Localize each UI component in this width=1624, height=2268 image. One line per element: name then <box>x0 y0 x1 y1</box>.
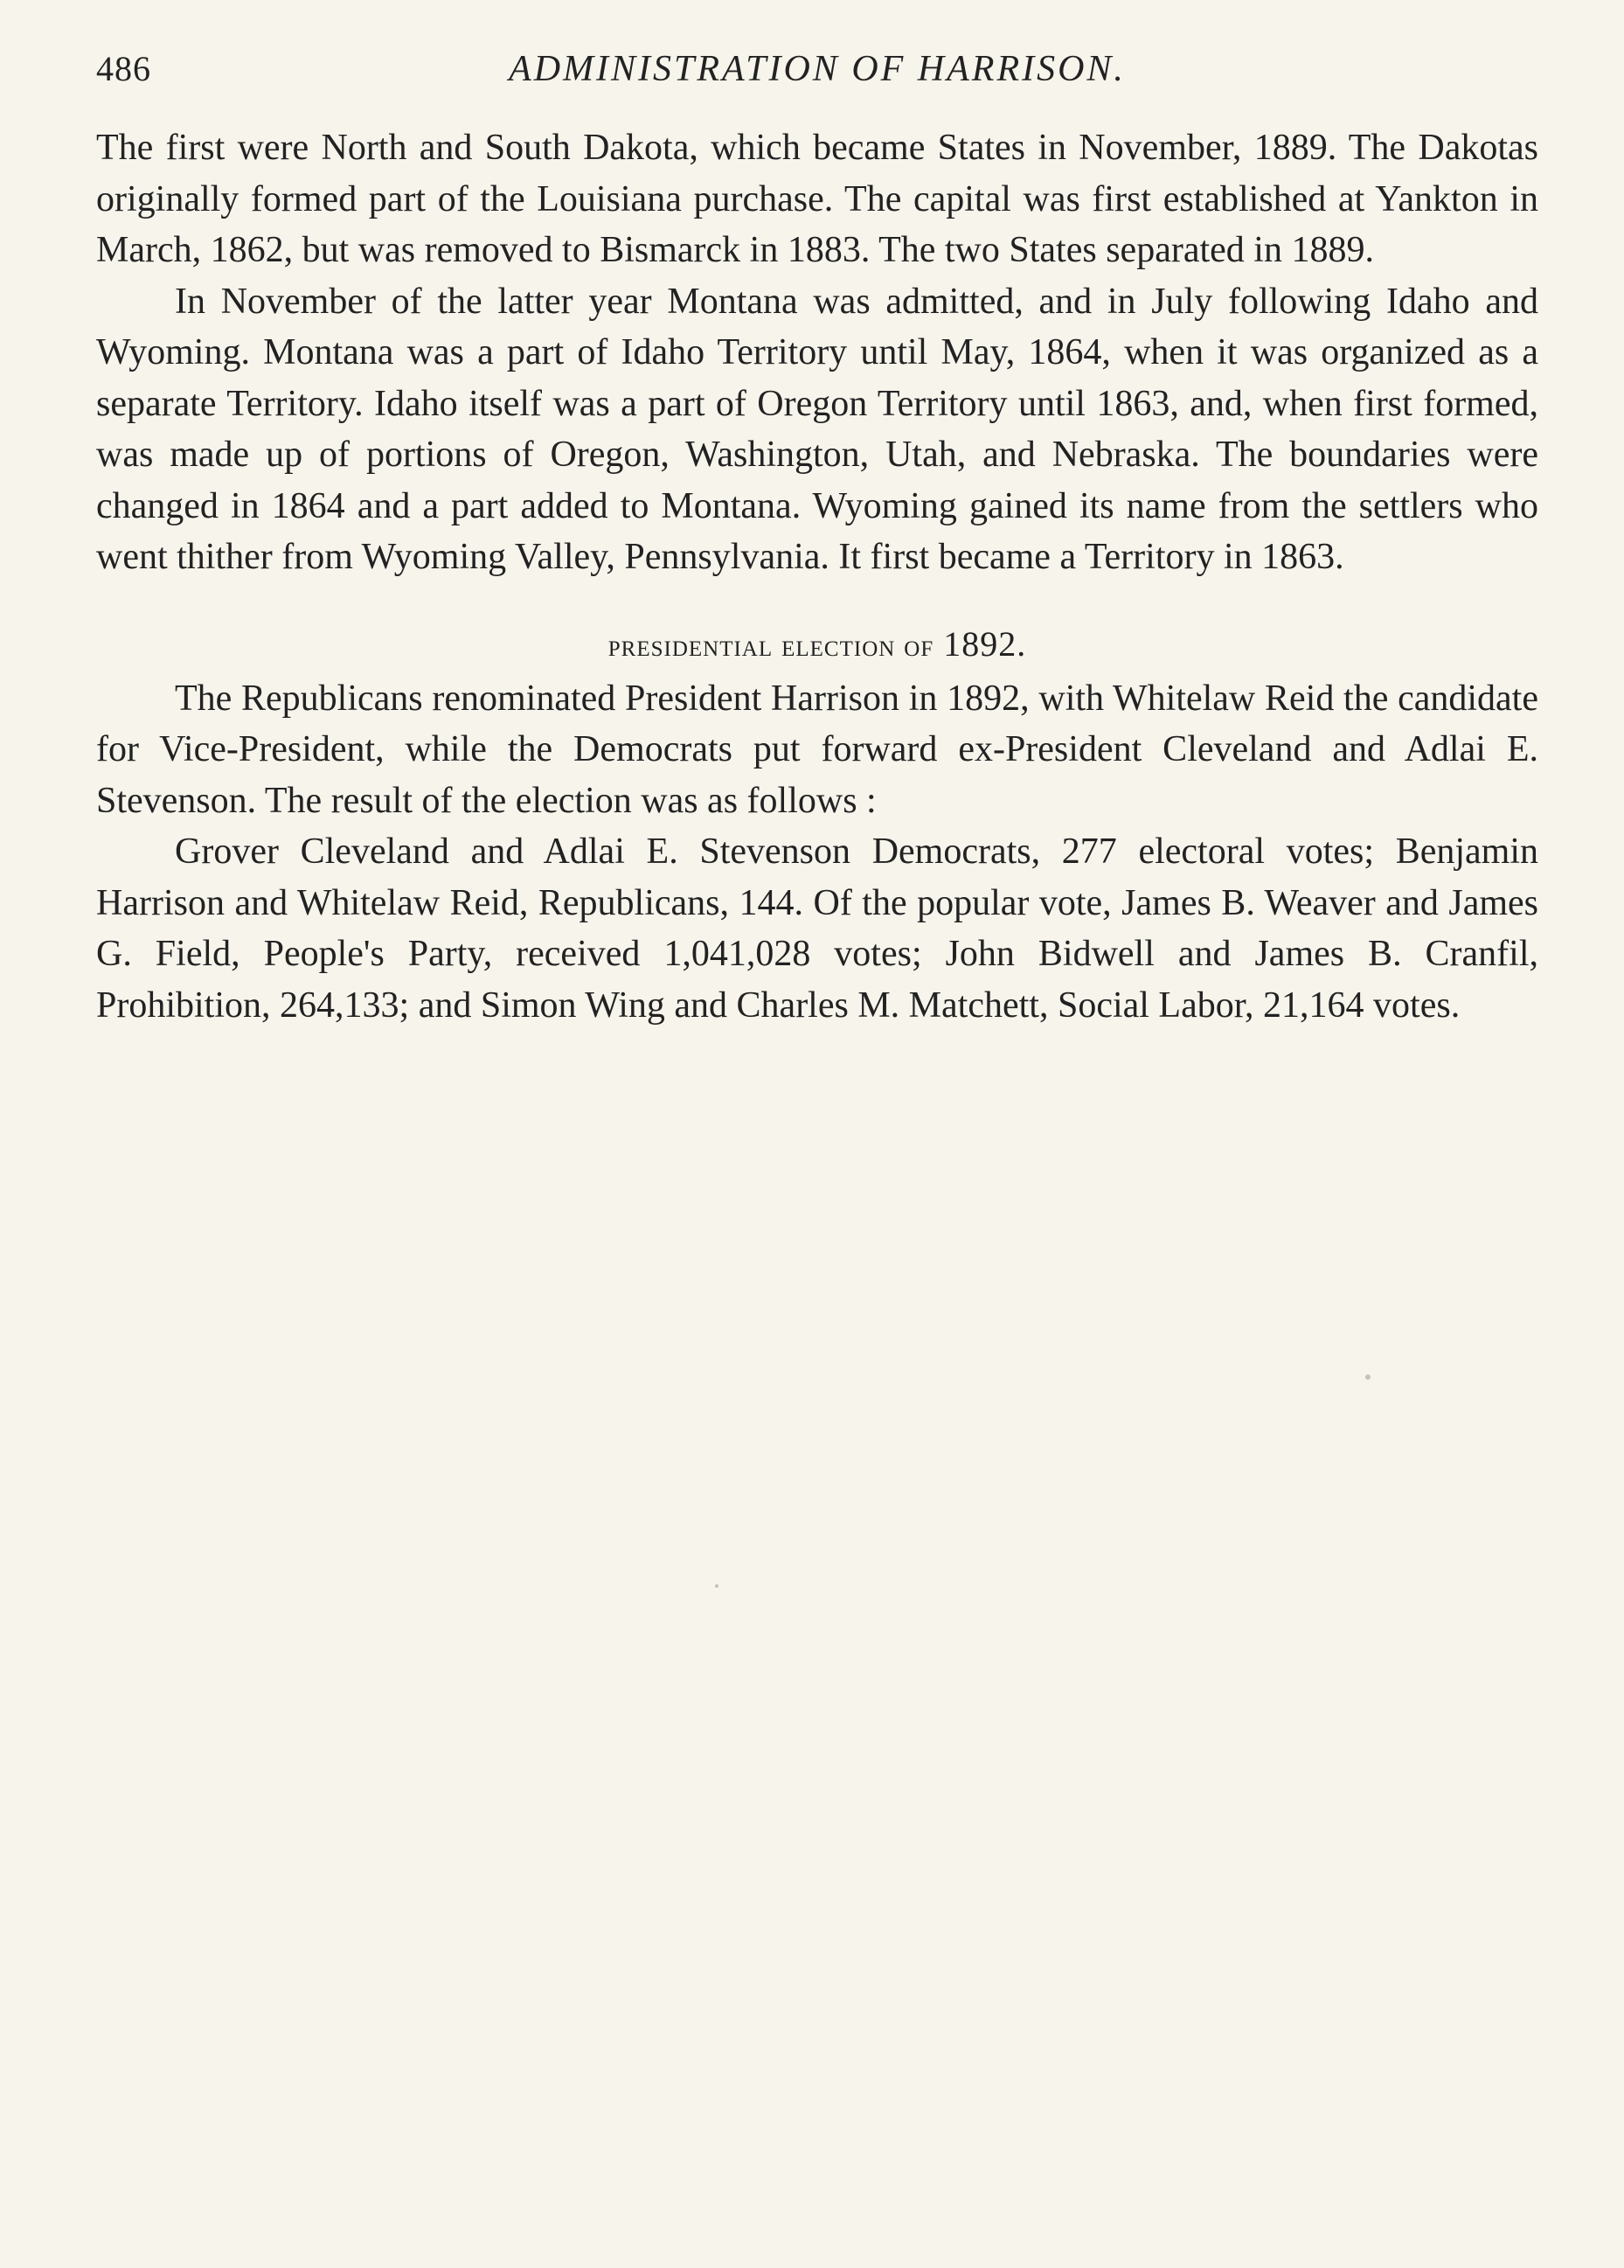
paragraph-montana-idaho-wyoming: In November of the latter year Montana was admitted, and in July following Idaho and Wyoming. Montana was a part of Idaho Territory until May, 1864, when it was organized as a separate Territory. Idaho itself was a part of Oregon Territory until 1863, and, when first formed, was made up of portions of Oregon, Washington, Utah, and Nebraska. The boundaries were changed in 1864 and a part added to Montana. Wyoming gained its name from the settlers who went thither from Wyoming Valley, Pennsylvania. It first became a Territory in 1863. <box>96 281 1538 577</box>
paragraph-nominations: The Republicans renominated President Harrison in 1892, with Whitelaw Reid the candidate for Vice-President, while the Democrats put forward ex-President Cleveland and Adlai E. Stevenson. The result of the election was as follows : <box>96 678 1538 821</box>
paper-speck <box>715 1584 718 1588</box>
section-heading <box>96 623 1538 664</box>
paper-speck <box>1365 1374 1371 1380</box>
section-heading-text: presidential election of <box>607 627 934 663</box>
running-title: ADMINISTRATION OF HARRISON. <box>509 49 1126 89</box>
page-number: 486 <box>96 49 151 88</box>
running-head <box>96 48 1538 101</box>
section-heading-year: 1892. <box>943 623 1027 664</box>
paragraph-dakotas: The first were North and South Dakota, which became States in November, 1889. The Dakotas originally formed part of the Louisiana purchase. The capital was first established at Yankton in March, 1862, but was removed to Bismarck in 1883. The two States separated in 1889. <box>96 128 1538 270</box>
page-body <box>96 122 1538 1031</box>
paragraph-election-results: Grover Cleveland and Adlai E. Stevenson Democrats, 277 electoral votes; Benjamin Harrison and Whitelaw Reid, Republicans, 144. Of the popular vote, James B. Weaver and James G. Field, People's Party, received 1,041,028 votes; John Bidwell and James B. Cranfil, Prohibition, 264,133; and Simon Wing and Charles M. Matchett, Social Labor, 21,164 votes. <box>96 831 1538 1026</box>
